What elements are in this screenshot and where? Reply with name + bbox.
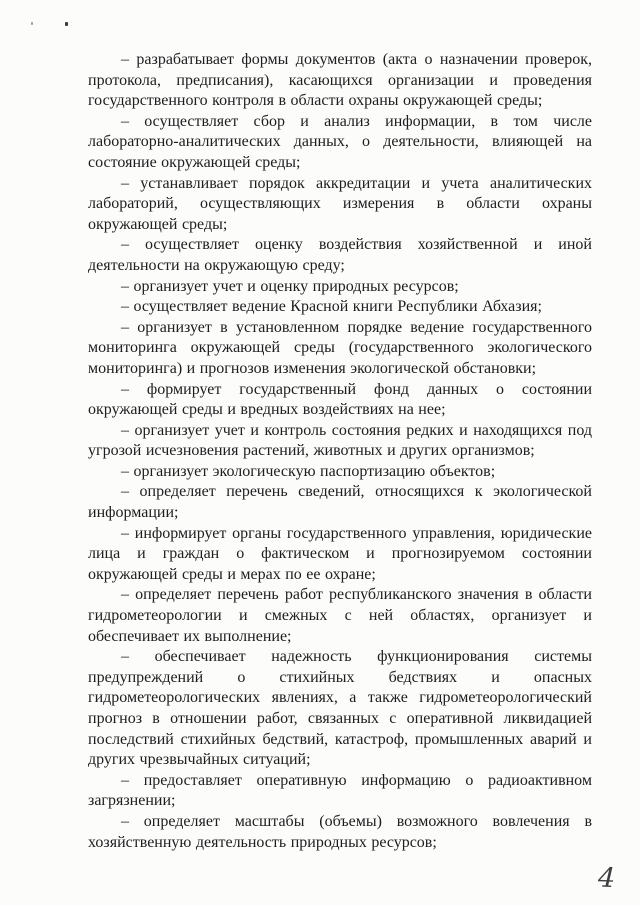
paragraph: – предоставляет оперативную информацию о радиоактивном загрязнении; [88, 771, 592, 810]
paragraph: – формирует государственный фонд данных о состоянии окружающей среды и вредных воздействиях на нее; [88, 380, 592, 419]
paragraph: – осуществляет ведение Красной книги Республики Абхазия; [121, 298, 542, 316]
paragraph: – организует в установленном порядке ведение государственного мониторинга окружающей среды (государственного экологического мониторинга) и прогнозов изменения экологической обстановки; [88, 318, 592, 377]
paragraph: – обеспечивает надежность функционирования системы предупреждений о стихийных бедствиях и опасных гидрометеорологических явлениях, а также гидрометеорологический прогноз в отношении работ, связанных с оперативной ликвидацией последствий стихийных бедствий, катастроф, промышленных аварий и других чрезвычайных ситуаций; [88, 648, 592, 769]
paragraph: – осуществляет сбор и анализ информации, в том числе лабораторно-аналитических данных, о деятельности, влияющей на состояние окружающей среды; [88, 112, 592, 171]
paragraph: – определяет перечень работ республиканского значения в области гидрометеорологии и смежных с ней областях, организует и обеспечивает их выполнение; [88, 586, 592, 645]
paragraph: – организует экологическую паспортизацию объектов; [121, 462, 496, 480]
paragraph: – осуществляет оценку воздействия хозяйственной и иной деятельности на окружающую среду; [88, 236, 592, 274]
document-body [88, 50, 592, 853]
handwritten-page-number: 4 [597, 862, 616, 895]
paragraph: – организует учет и контроль состояния редких и находящихся под угрозой исчезновения растений, животных и других организмов; [88, 421, 592, 460]
paragraph: – определяет перечень сведений, относящихся к экологической информации; [88, 483, 592, 522]
paragraph: – разрабатывает формы документов (акта о назначении проверок, протокола, предписания), касающихся организации и проведения государственного контроля в области охраны окружающей среды; [88, 51, 592, 110]
paragraph: – устанавливает порядок аккредитации и учета аналитических лабораторий, осуществляющих измерения в области охраны окружающей среды; [88, 174, 592, 233]
scan-speck-icon [31, 22, 33, 25]
scan-speck-icon [65, 22, 68, 26]
paragraph: – информирует органы государственного управления, юридические лица и граждан о фактическом и прогнозируемом состоянии окружающей среды и мерах по ее охране; [88, 524, 592, 583]
paragraph: – организует учет и оценку природных ресурсов; [121, 277, 459, 295]
paragraph: – определяет масштабы (объемы) возможного вовлечения в хозяйственную деятельность природных ресурсов; [88, 812, 592, 851]
